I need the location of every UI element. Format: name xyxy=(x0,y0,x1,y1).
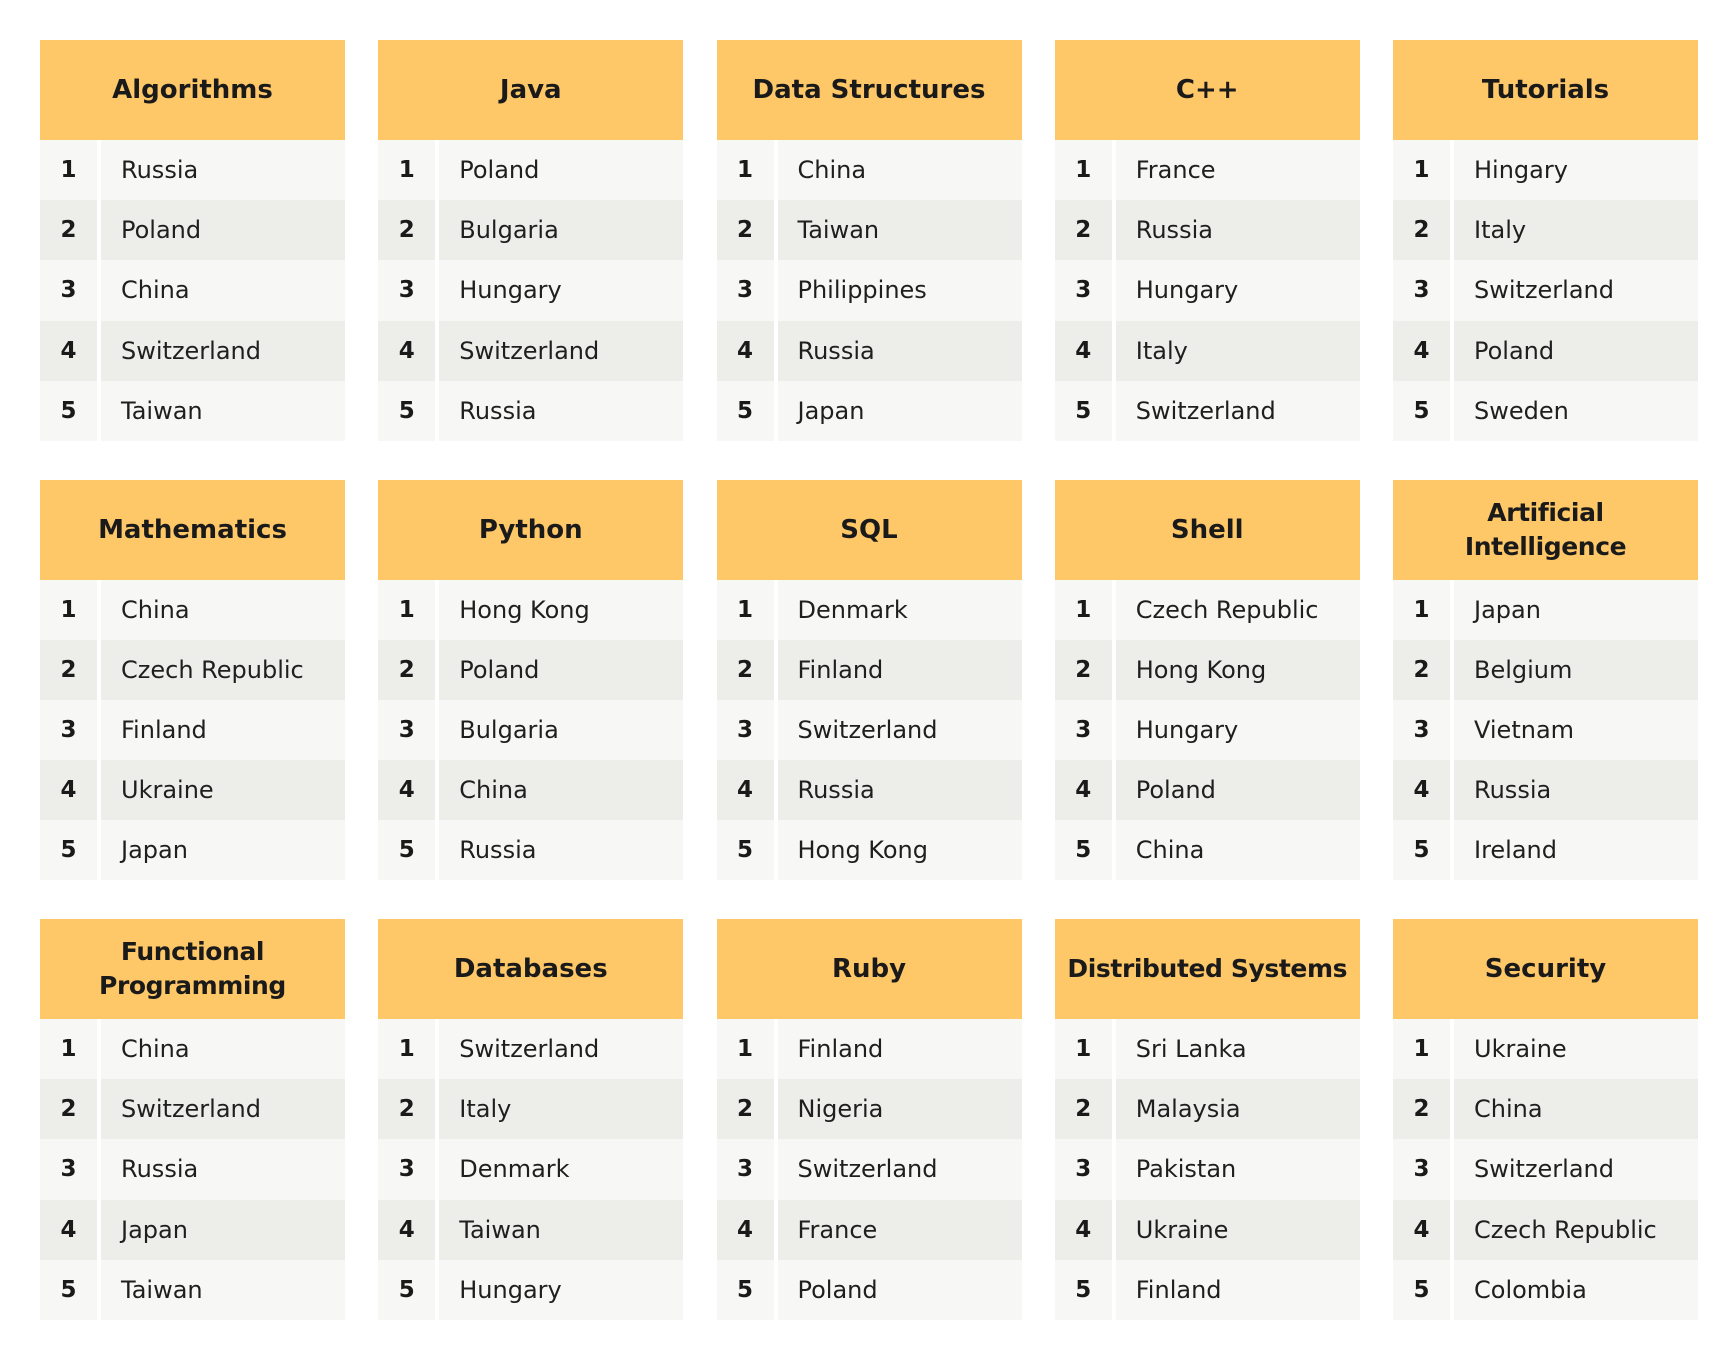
ranking-card xyxy=(1393,40,1698,441)
table-row xyxy=(378,381,683,441)
ranking-card xyxy=(717,40,1022,441)
rank-number: 4 xyxy=(378,1200,439,1260)
country-name: Ireland xyxy=(1474,836,1558,865)
rank-number: 4 xyxy=(1393,321,1454,381)
rank-number: 2 xyxy=(1055,1079,1116,1139)
rank-number: 2 xyxy=(378,640,439,700)
rank-number: 4 xyxy=(40,321,101,381)
rank-number: 2 xyxy=(40,1079,101,1139)
country-name: Switzerland xyxy=(1135,396,1276,425)
rank-number: 1 xyxy=(378,580,439,640)
country-name: Italy xyxy=(1474,216,1527,245)
rank-number: 4 xyxy=(717,321,778,381)
country-name: Bulgaria xyxy=(459,216,559,245)
rank-number: 1 xyxy=(40,140,101,200)
country-name: Russia xyxy=(459,396,537,425)
country-name: Poland xyxy=(1135,776,1216,805)
rank-number: 3 xyxy=(40,700,101,760)
rank-number: 1 xyxy=(40,580,101,640)
table-row xyxy=(378,640,683,700)
ranking-card xyxy=(378,919,683,1320)
country-name: Belgium xyxy=(1474,655,1573,684)
ranking-card xyxy=(1055,919,1360,1320)
rank-number: 3 xyxy=(378,260,439,320)
country-name: Taiwan xyxy=(797,216,880,245)
table-row xyxy=(378,580,683,640)
table-row xyxy=(1055,200,1360,260)
rank-number: 2 xyxy=(40,640,101,700)
rank-number: 5 xyxy=(1393,1260,1454,1320)
rank-number: 3 xyxy=(717,260,778,320)
rank-number: 5 xyxy=(40,820,101,880)
table-row xyxy=(1055,1079,1360,1139)
rank-number: 5 xyxy=(717,381,778,441)
rank-number: 5 xyxy=(378,1260,439,1320)
ranking-card xyxy=(717,919,1022,1320)
table-row xyxy=(717,580,1022,640)
ranking-card xyxy=(378,40,683,441)
country-name: Russia xyxy=(459,836,537,865)
rank-number: 1 xyxy=(717,580,778,640)
table-row xyxy=(40,200,345,260)
card-title: Mathematics xyxy=(40,480,345,580)
card-title: Artificial Intelligence xyxy=(1393,480,1698,580)
table-row xyxy=(1055,140,1360,200)
ranking-card xyxy=(1055,40,1360,441)
country-name: Hong Kong xyxy=(797,836,928,865)
table-row xyxy=(1393,140,1698,200)
country-name: Finland xyxy=(797,1035,884,1064)
table-row xyxy=(1055,700,1360,760)
rank-number: 5 xyxy=(40,1260,101,1320)
rank-number: 3 xyxy=(1055,260,1116,320)
table-row xyxy=(40,1200,345,1260)
table-row xyxy=(1055,820,1360,880)
country-name: Czech Republic xyxy=(121,655,304,684)
rank-number: 2 xyxy=(717,1079,778,1139)
rank-number: 2 xyxy=(1393,200,1454,260)
country-name: Finland xyxy=(121,715,207,744)
table-row xyxy=(717,200,1022,260)
table-row xyxy=(1393,1260,1698,1320)
country-name: Philippines xyxy=(797,276,927,305)
rank-number: 2 xyxy=(1393,1079,1454,1139)
country-name: Hungary xyxy=(459,276,562,305)
rank-number: 5 xyxy=(717,820,778,880)
table-row xyxy=(717,321,1022,381)
ranking-card xyxy=(1055,480,1360,881)
country-name: Colombia xyxy=(1474,1275,1587,1304)
country-name: Sweden xyxy=(1474,396,1569,425)
country-name: Ukraine xyxy=(121,776,214,805)
rank-number: 5 xyxy=(1055,820,1116,880)
rank-number: 5 xyxy=(1055,381,1116,441)
country-name: Switzerland xyxy=(121,1095,261,1124)
country-name: Russia xyxy=(1474,776,1552,805)
card-title: Data Structures xyxy=(717,40,1022,140)
table-row xyxy=(1393,580,1698,640)
country-name: Russia xyxy=(797,776,875,805)
table-row xyxy=(40,381,345,441)
rank-number: 1 xyxy=(717,140,778,200)
card-title: Distributed Systems xyxy=(1055,919,1360,1019)
table-row xyxy=(40,1139,345,1199)
card-title: Algorithms xyxy=(40,40,345,140)
table-row xyxy=(1055,640,1360,700)
table-row xyxy=(717,1079,1022,1139)
table-row xyxy=(1393,1079,1698,1139)
rank-number: 3 xyxy=(1393,260,1454,320)
table-row xyxy=(1055,260,1360,320)
table-row xyxy=(378,140,683,200)
country-name: China xyxy=(459,776,528,805)
country-name: Malaysia xyxy=(1135,1095,1241,1124)
table-row xyxy=(40,1019,345,1079)
table-row xyxy=(1393,640,1698,700)
table-row xyxy=(40,580,345,640)
country-name: Poland xyxy=(459,156,540,185)
table-row xyxy=(1393,321,1698,381)
country-name: Japan xyxy=(121,836,188,865)
country-name: Hong Kong xyxy=(459,595,590,624)
rank-number: 4 xyxy=(378,760,439,820)
country-name: Russia xyxy=(121,1155,199,1184)
country-name: Switzerland xyxy=(121,336,261,365)
country-name: Russia xyxy=(121,156,199,185)
table-row xyxy=(717,1260,1022,1320)
country-name: Italy xyxy=(459,1095,512,1124)
country-name: China xyxy=(1474,1095,1543,1124)
card-title: Databases xyxy=(378,919,683,1019)
table-row xyxy=(378,760,683,820)
card-title: Functional Programming xyxy=(40,919,345,1019)
table-row xyxy=(378,1019,683,1079)
rank-number: 1 xyxy=(1393,580,1454,640)
table-row xyxy=(1393,1139,1698,1199)
country-name: Japan xyxy=(121,1215,188,1244)
country-name: Poland xyxy=(1474,336,1555,365)
rank-number: 2 xyxy=(717,640,778,700)
table-row xyxy=(717,260,1022,320)
card-title: Shell xyxy=(1055,480,1360,580)
table-row xyxy=(378,1139,683,1199)
country-name: Switzerland xyxy=(797,1155,938,1184)
country-name: Czech Republic xyxy=(1474,1215,1657,1244)
table-row xyxy=(1393,1200,1698,1260)
rank-number: 5 xyxy=(1393,381,1454,441)
country-name: Poland xyxy=(121,216,202,245)
table-row xyxy=(1393,381,1698,441)
table-row xyxy=(378,260,683,320)
rank-number: 4 xyxy=(40,1200,101,1260)
ranking-card xyxy=(40,40,345,441)
table-row xyxy=(717,140,1022,200)
country-name: Japan xyxy=(797,396,865,425)
rank-number: 2 xyxy=(378,1079,439,1139)
country-name: Russia xyxy=(1135,216,1213,245)
card-title: Ruby xyxy=(717,919,1022,1019)
card-title: Security xyxy=(1393,919,1698,1019)
rank-number: 4 xyxy=(717,1200,778,1260)
country-name: Hingary xyxy=(1474,156,1568,185)
rank-number: 5 xyxy=(717,1260,778,1320)
table-row xyxy=(717,820,1022,880)
rankings-grid xyxy=(40,40,1698,1320)
ranking-card xyxy=(717,480,1022,881)
rank-number: 3 xyxy=(717,1139,778,1199)
country-name: Switzerland xyxy=(1474,1155,1614,1184)
country-name: Denmark xyxy=(797,595,908,624)
rank-number: 3 xyxy=(378,1139,439,1199)
table-row xyxy=(1055,1200,1360,1260)
rank-number: 3 xyxy=(717,700,778,760)
table-row xyxy=(1393,260,1698,320)
table-row xyxy=(1393,700,1698,760)
rank-number: 4 xyxy=(1055,321,1116,381)
table-row xyxy=(40,1079,345,1139)
country-name: Ukraine xyxy=(1474,1035,1567,1064)
country-name: China xyxy=(1135,836,1205,865)
rank-number: 3 xyxy=(1055,700,1116,760)
table-row xyxy=(378,1079,683,1139)
rank-number: 5 xyxy=(1055,1260,1116,1320)
country-name: Italy xyxy=(1135,336,1188,365)
rank-number: 1 xyxy=(1393,1019,1454,1079)
country-name: Switzerland xyxy=(459,336,600,365)
card-title: Tutorials xyxy=(1393,40,1698,140)
country-name: France xyxy=(797,1215,878,1244)
country-name: Switzerland xyxy=(797,715,938,744)
rank-number: 5 xyxy=(378,820,439,880)
rank-number: 3 xyxy=(1393,1139,1454,1199)
country-name: Vietnam xyxy=(1474,715,1575,744)
table-row xyxy=(40,321,345,381)
table-row xyxy=(1393,200,1698,260)
table-row xyxy=(1393,760,1698,820)
card-title: Python xyxy=(378,480,683,580)
card-title: SQL xyxy=(717,480,1022,580)
country-name: China xyxy=(121,276,190,305)
table-row xyxy=(1393,1019,1698,1079)
rank-number: 3 xyxy=(40,1139,101,1199)
rank-number: 3 xyxy=(1055,1139,1116,1199)
table-row xyxy=(40,820,345,880)
ranking-card xyxy=(1393,919,1698,1320)
card-title: C++ xyxy=(1055,40,1360,140)
rank-number: 3 xyxy=(40,260,101,320)
country-name: Taiwan xyxy=(459,1215,541,1244)
table-row xyxy=(378,820,683,880)
rank-number: 2 xyxy=(1393,640,1454,700)
table-row xyxy=(1055,580,1360,640)
country-name: Japan xyxy=(1474,595,1541,624)
country-name: Denmark xyxy=(459,1155,570,1184)
rank-number: 3 xyxy=(1393,700,1454,760)
rank-number: 1 xyxy=(40,1019,101,1079)
rank-number: 2 xyxy=(378,200,439,260)
rank-number: 1 xyxy=(378,140,439,200)
country-name: Sri Lanka xyxy=(1135,1035,1247,1064)
country-name: France xyxy=(1135,156,1216,185)
rank-number: 2 xyxy=(40,200,101,260)
country-name: Ukraine xyxy=(1135,1215,1229,1244)
country-name: Czech Republic xyxy=(1135,595,1319,624)
table-row xyxy=(717,1019,1022,1079)
ranking-card xyxy=(40,919,345,1320)
ranking-card xyxy=(40,480,345,881)
card-title: Java xyxy=(378,40,683,140)
table-row xyxy=(378,1260,683,1320)
country-name: China xyxy=(121,1035,190,1064)
rank-number: 4 xyxy=(378,321,439,381)
rank-number: 1 xyxy=(1393,140,1454,200)
rank-number: 5 xyxy=(1393,820,1454,880)
table-row xyxy=(378,1200,683,1260)
country-name: Nigeria xyxy=(797,1095,884,1124)
table-row xyxy=(1055,1139,1360,1199)
rank-number: 2 xyxy=(1055,200,1116,260)
table-row xyxy=(717,381,1022,441)
rank-number: 4 xyxy=(1393,1200,1454,1260)
rank-number: 2 xyxy=(1055,640,1116,700)
table-row xyxy=(378,200,683,260)
country-name: Switzerland xyxy=(459,1035,600,1064)
table-row xyxy=(717,1200,1022,1260)
table-row xyxy=(717,760,1022,820)
rank-number: 1 xyxy=(717,1019,778,1079)
table-row xyxy=(1055,760,1360,820)
table-row xyxy=(40,760,345,820)
rank-number: 4 xyxy=(40,760,101,820)
rank-number: 5 xyxy=(40,381,101,441)
table-row xyxy=(1055,381,1360,441)
country-name: China xyxy=(121,595,190,624)
table-row xyxy=(40,1260,345,1320)
table-row xyxy=(717,640,1022,700)
rank-number: 1 xyxy=(1055,580,1116,640)
country-name: Hungary xyxy=(1135,276,1239,305)
rank-number: 1 xyxy=(378,1019,439,1079)
ranking-card xyxy=(1393,480,1698,881)
ranking-card xyxy=(378,480,683,881)
country-name: Hungary xyxy=(459,1275,562,1304)
table-row xyxy=(1055,1019,1360,1079)
country-name: Pakistan xyxy=(1135,1155,1237,1184)
table-row xyxy=(378,700,683,760)
country-name: Poland xyxy=(459,655,540,684)
table-row xyxy=(40,260,345,320)
table-row xyxy=(717,700,1022,760)
country-name: Hong Kong xyxy=(1135,655,1267,684)
table-row xyxy=(40,640,345,700)
country-name: Bulgaria xyxy=(459,715,559,744)
rank-number: 5 xyxy=(378,381,439,441)
country-name: Finland xyxy=(1135,1275,1222,1304)
rank-number: 1 xyxy=(1055,140,1116,200)
country-name: China xyxy=(797,156,867,185)
country-name: Finland xyxy=(797,655,884,684)
table-row xyxy=(1055,321,1360,381)
rank-number: 4 xyxy=(1393,760,1454,820)
rank-number: 1 xyxy=(1055,1019,1116,1079)
table-row xyxy=(1055,1260,1360,1320)
table-row xyxy=(40,140,345,200)
table-row xyxy=(717,1139,1022,1199)
country-name: Switzerland xyxy=(1474,276,1614,305)
rank-number: 4 xyxy=(1055,760,1116,820)
table-row xyxy=(1393,820,1698,880)
country-name: Poland xyxy=(797,1275,878,1304)
country-name: Russia xyxy=(797,336,875,365)
country-name: Taiwan xyxy=(121,396,203,425)
rank-number: 2 xyxy=(717,200,778,260)
table-row xyxy=(40,700,345,760)
rank-number: 4 xyxy=(717,760,778,820)
table-row xyxy=(378,321,683,381)
country-name: Hungary xyxy=(1135,715,1239,744)
rank-number: 3 xyxy=(378,700,439,760)
rank-number: 4 xyxy=(1055,1200,1116,1260)
country-name: Taiwan xyxy=(121,1275,203,1304)
